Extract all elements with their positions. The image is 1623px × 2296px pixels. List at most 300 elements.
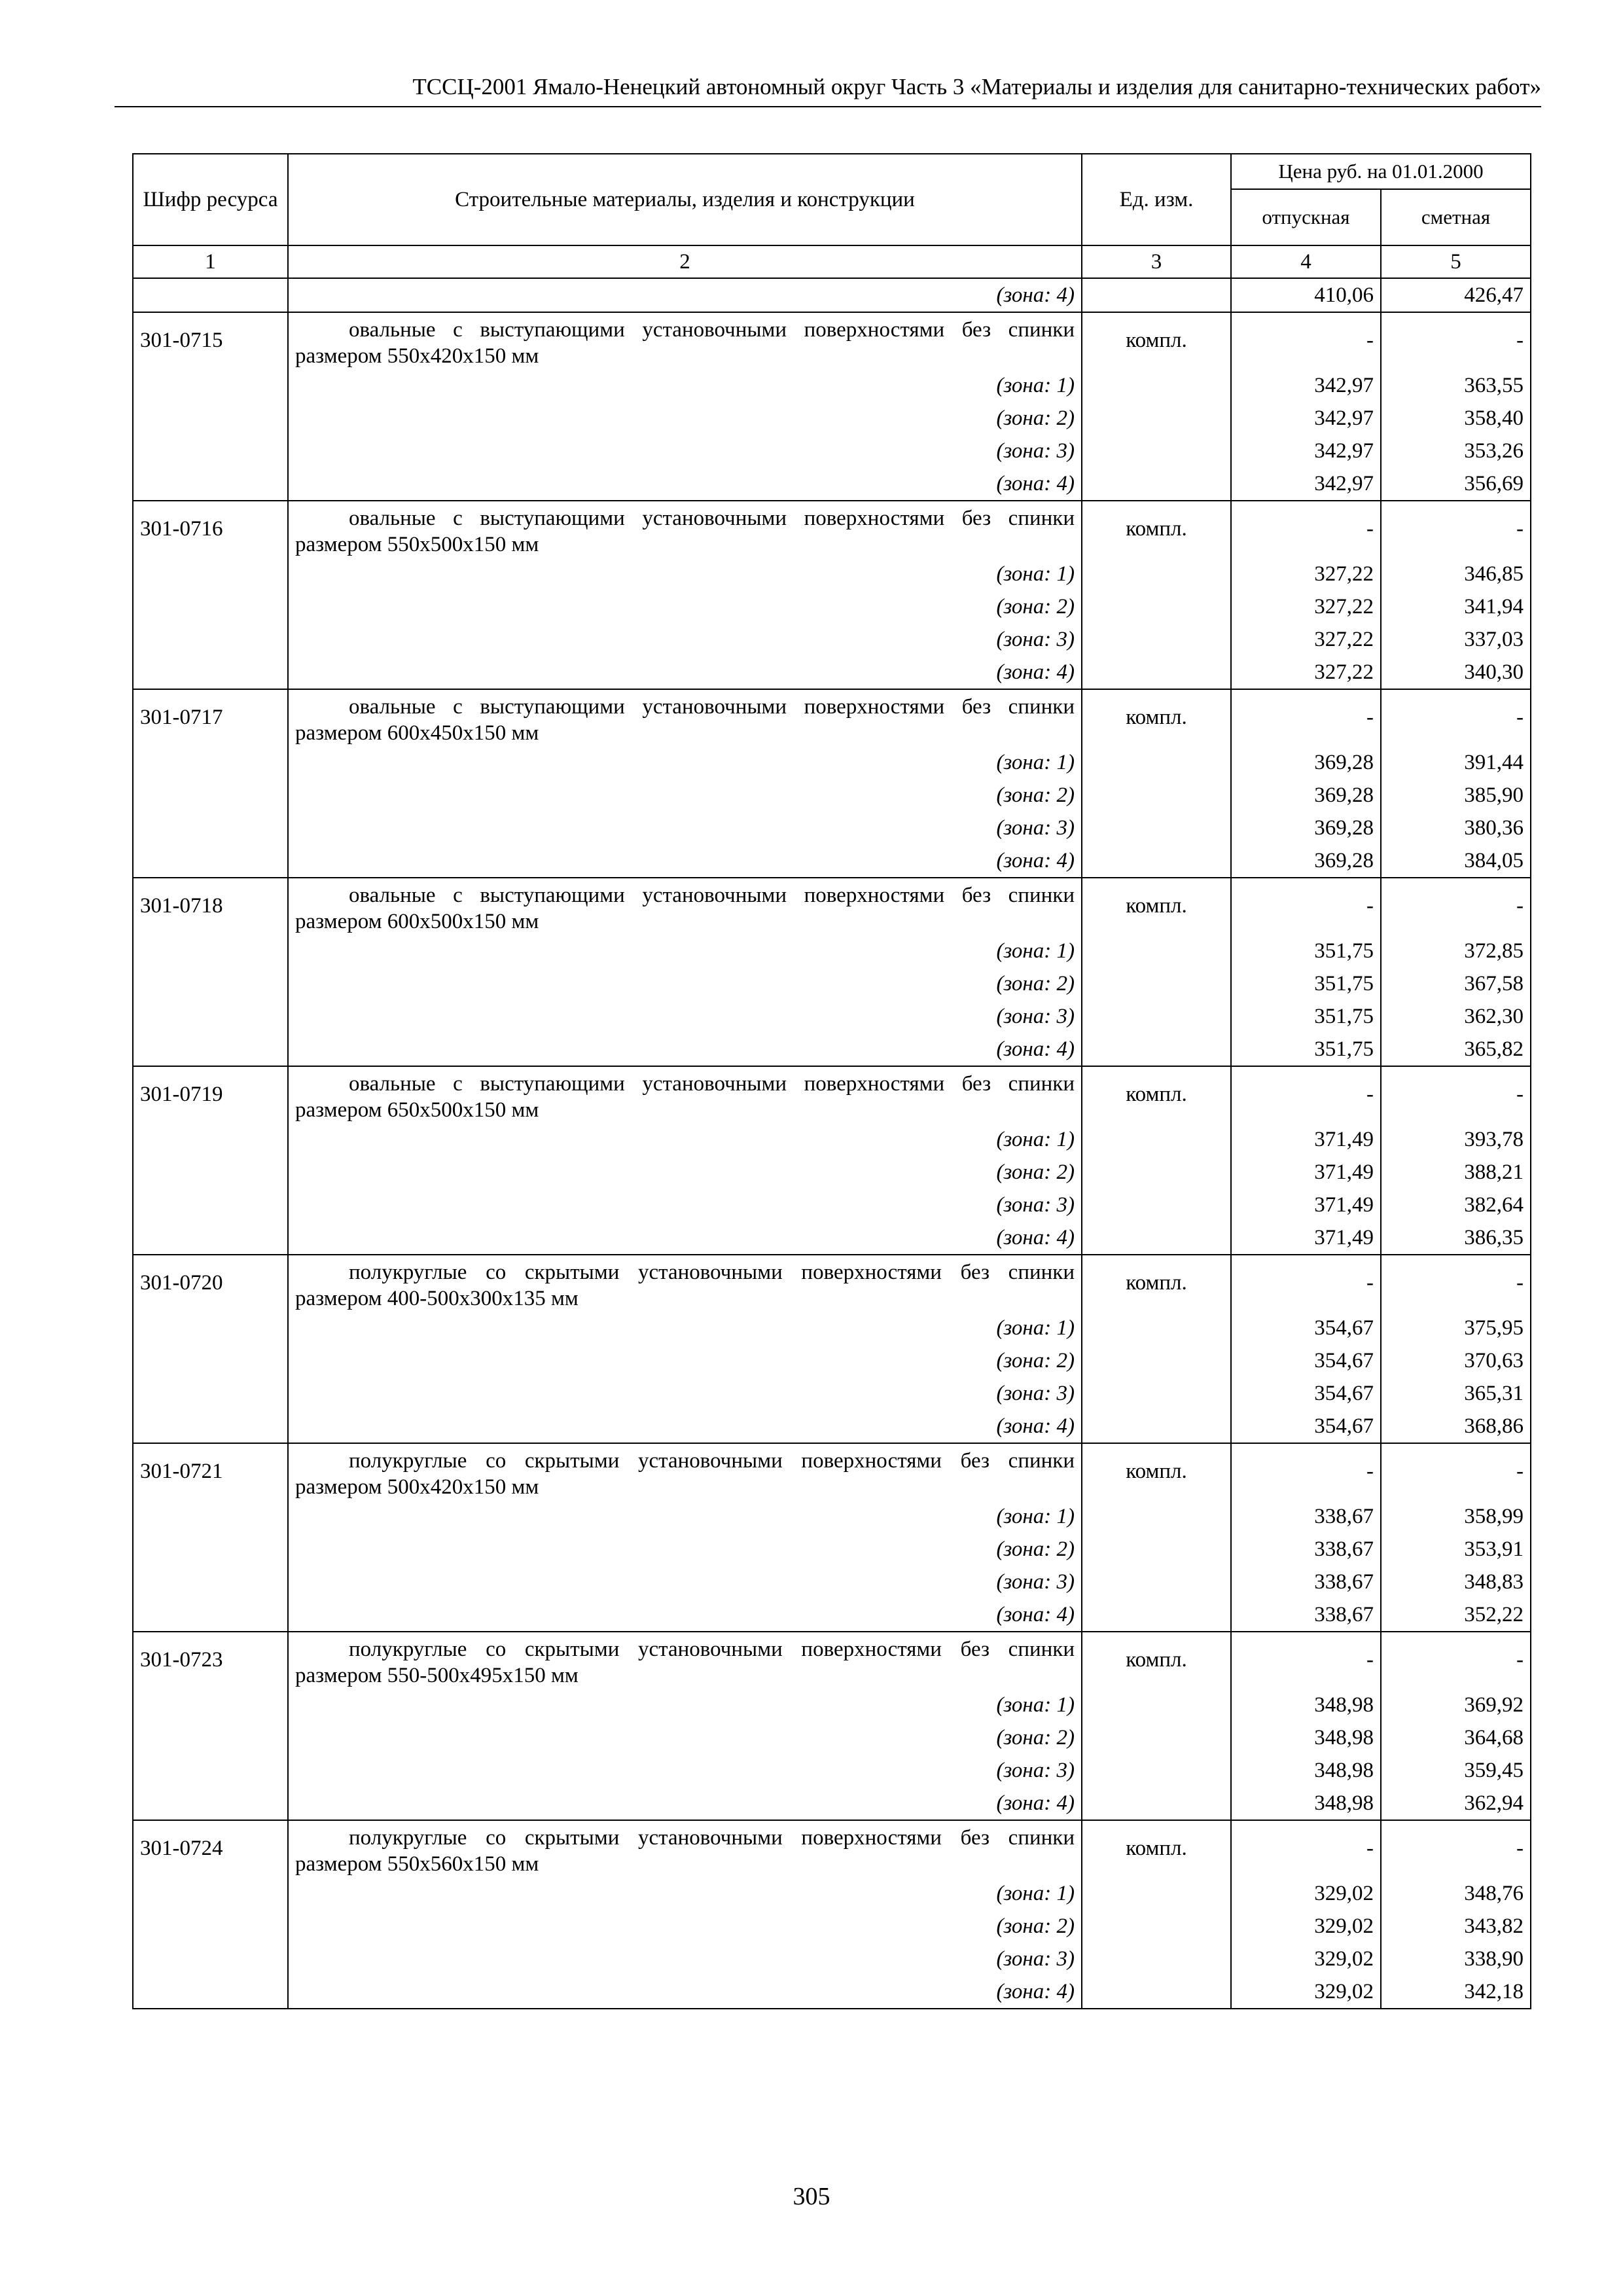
unit-cell [1082, 1123, 1231, 1156]
estimate-price: 353,26 [1381, 435, 1531, 467]
release-price: 329,02 [1231, 1943, 1381, 1975]
table-row [133, 1632, 1531, 1689]
release-price: 348,98 [1231, 1689, 1381, 1721]
table-row [133, 812, 1531, 844]
material-description [288, 1255, 1082, 1312]
unit-cell [1082, 1943, 1231, 1975]
code-cell [133, 1033, 288, 1066]
table-row [133, 312, 1531, 369]
col-header-desc: Строительные материалы, изделия и конструкции [288, 154, 1082, 245]
code-cell [133, 1221, 288, 1255]
estimate-price: 343,82 [1381, 1910, 1531, 1943]
estimate-price: - [1381, 1255, 1531, 1312]
unit-cell [1082, 1312, 1231, 1344]
zone-label: (зона: 1) [288, 935, 1082, 967]
release-price: 338,67 [1231, 1533, 1381, 1566]
zone-label: (зона: 4) [288, 1787, 1082, 1820]
resource-code: 301-0723 [133, 1632, 288, 1689]
estimate-price: 353,91 [1381, 1533, 1531, 1566]
table-row [133, 1189, 1531, 1221]
column-number: 1 [133, 245, 288, 278]
code-cell [133, 812, 288, 844]
table-row [133, 369, 1531, 402]
release-price: 369,28 [1231, 812, 1381, 844]
code-cell [133, 1344, 288, 1377]
unit-cell: компл. [1082, 1820, 1231, 1877]
table-row [133, 402, 1531, 435]
zone-label: (зона: 2) [288, 1156, 1082, 1189]
table-row [133, 1156, 1531, 1189]
unit-cell [1082, 623, 1231, 656]
table-row [133, 878, 1531, 935]
release-price: 371,49 [1231, 1221, 1381, 1255]
unit-cell [1082, 844, 1231, 878]
unit-cell [1082, 1189, 1231, 1221]
unit-cell: компл. [1082, 1255, 1231, 1312]
zone-label: (зона: 1) [288, 558, 1082, 590]
code-cell [133, 623, 288, 656]
estimate-price: - [1381, 1632, 1531, 1689]
material-description [288, 1443, 1082, 1500]
unit-cell [1082, 1598, 1231, 1632]
zone-label: (зона: 3) [288, 1566, 1082, 1598]
estimate-price: 341,94 [1381, 590, 1531, 623]
zone-label: (зона: 3) [288, 1189, 1082, 1221]
zone-label: (зона: 2) [288, 1910, 1082, 1943]
unit-cell [1082, 812, 1231, 844]
code-cell [133, 1975, 288, 2009]
resource-code: 301-0715 [133, 312, 288, 369]
resource-code: 301-0717 [133, 689, 288, 746]
release-price: - [1231, 1443, 1381, 1500]
release-price: - [1231, 1066, 1381, 1123]
estimate-price: 358,99 [1381, 1500, 1531, 1533]
zone-label: (зона: 4) [288, 1975, 1082, 2009]
unit-cell [1082, 1721, 1231, 1754]
zone-label: (зона: 3) [288, 1000, 1082, 1033]
code-cell [133, 1377, 288, 1410]
table-row [133, 689, 1531, 746]
description-text: овальные с выступающими установочными поверхностями без спинки размером 600х450х150 мм [295, 695, 1075, 745]
code-cell [133, 1123, 288, 1156]
resource-code: 301-0720 [133, 1255, 288, 1312]
description-text: полукруглые со скрытыми установочными поверхностями без спинки размером 400-500х300х135 мм [295, 1261, 1075, 1310]
zone-label: (зона: 4) [288, 467, 1082, 501]
table-row [133, 1689, 1531, 1721]
estimate-price: 362,94 [1381, 1787, 1531, 1820]
unit-cell [1082, 1410, 1231, 1443]
code-cell [133, 1000, 288, 1033]
code-cell [133, 967, 288, 1000]
zone-label: (зона: 4) [288, 656, 1082, 689]
estimate-price: - [1381, 689, 1531, 746]
unit-cell [1082, 558, 1231, 590]
description-text: полукруглые со скрытыми установочными поверхностями без спинки размером 550х560х150 мм [295, 1826, 1075, 1876]
code-cell [133, 935, 288, 967]
code-cell [133, 1533, 288, 1566]
code-cell [133, 558, 288, 590]
estimate-price: 367,58 [1381, 967, 1531, 1000]
unit-cell [1082, 1344, 1231, 1377]
zone-label: (зона: 2) [288, 590, 1082, 623]
estimate-price: 393,78 [1381, 1123, 1531, 1156]
resource-code: 301-0719 [133, 1066, 288, 1123]
estimate-price: 356,69 [1381, 467, 1531, 501]
unit-cell [1082, 1689, 1231, 1721]
estimate-price: 375,95 [1381, 1312, 1531, 1344]
estimate-price: 384,05 [1381, 844, 1531, 878]
code-cell [133, 590, 288, 623]
material-description [288, 878, 1082, 935]
zone-label: (зона: 1) [288, 1312, 1082, 1344]
table-row [133, 967, 1531, 1000]
release-price: - [1231, 501, 1381, 558]
estimate-price: 340,30 [1381, 656, 1531, 689]
estimate-price: 385,90 [1381, 779, 1531, 812]
release-price: 329,02 [1231, 1910, 1381, 1943]
estimate-price: 391,44 [1381, 746, 1531, 779]
estimate-price: 362,30 [1381, 1000, 1531, 1033]
release-price: 369,28 [1231, 746, 1381, 779]
release-price: 327,22 [1231, 558, 1381, 590]
unit-cell [1082, 779, 1231, 812]
price-table [132, 153, 1531, 2009]
release-price: 348,98 [1231, 1754, 1381, 1787]
estimate-price: - [1381, 501, 1531, 558]
estimate-price: 372,85 [1381, 935, 1531, 967]
unit-cell [1082, 1533, 1231, 1566]
column-numbers-row [133, 245, 1531, 278]
release-price: 371,49 [1231, 1156, 1381, 1189]
zone-label: (зона: 4) [288, 1598, 1082, 1632]
estimate-price: 363,55 [1381, 369, 1531, 402]
unit-cell: компл. [1082, 1066, 1231, 1123]
page-header: ТССЦ-2001 Ямало-Ненецкий автономный округ Часть 3 «Материалы и изделия для санитарно-технических работ» [115, 73, 1541, 107]
release-price: 354,67 [1231, 1377, 1381, 1410]
estimate-price: 337,03 [1381, 623, 1531, 656]
material-description [288, 1066, 1082, 1123]
zone-label: (зона: 1) [288, 1689, 1082, 1721]
col-header-code: Шифр ресурса [133, 154, 288, 245]
release-price: 351,75 [1231, 967, 1381, 1000]
table-row [133, 1221, 1531, 1255]
release-price: 327,22 [1231, 656, 1381, 689]
zone-label: (зона: 3) [288, 1943, 1082, 1975]
estimate-price: 348,83 [1381, 1566, 1531, 1598]
unit-cell: компл. [1082, 1443, 1231, 1500]
code-cell [133, 1721, 288, 1754]
unit-cell [1082, 1377, 1231, 1410]
estimate-price: - [1381, 312, 1531, 369]
estimate-price: - [1381, 1443, 1531, 1500]
estimate-price: 346,85 [1381, 558, 1531, 590]
code-cell [133, 1754, 288, 1787]
table-row [133, 1754, 1531, 1787]
code-cell [133, 435, 288, 467]
material-description [288, 689, 1082, 746]
zone-label: (зона: 2) [288, 402, 1082, 435]
release-price: 327,22 [1231, 623, 1381, 656]
release-price: - [1231, 689, 1381, 746]
table-row [133, 623, 1531, 656]
table-row [133, 1820, 1531, 1877]
table-row [133, 590, 1531, 623]
code-cell [133, 1566, 288, 1598]
unit-cell [1082, 1754, 1231, 1787]
material-description [288, 1820, 1082, 1877]
release-price: 327,22 [1231, 590, 1381, 623]
estimate-price: 364,68 [1381, 1721, 1531, 1754]
release-price: 342,97 [1231, 402, 1381, 435]
release-price: 342,97 [1231, 467, 1381, 501]
table-row [133, 1377, 1531, 1410]
zone-label: (зона: 4) [288, 1221, 1082, 1255]
table-row [133, 1943, 1531, 1975]
code-cell [133, 369, 288, 402]
table-row [133, 1975, 1531, 2009]
table-header [133, 154, 1531, 245]
zone-label: (зона: 3) [288, 623, 1082, 656]
unit-cell [1082, 1566, 1231, 1598]
release-price: 371,49 [1231, 1123, 1381, 1156]
unit-cell [1082, 656, 1231, 689]
table-row [133, 844, 1531, 878]
release-price: - [1231, 1820, 1381, 1877]
zone-label: (зона: 1) [288, 746, 1082, 779]
table-row [133, 746, 1531, 779]
zone-label: (зона: 1) [288, 1500, 1082, 1533]
estimate-price: 358,40 [1381, 402, 1531, 435]
zone-label: (зона: 3) [288, 1754, 1082, 1787]
release-price: - [1231, 1632, 1381, 1689]
unit-cell [1082, 1787, 1231, 1820]
release-price: 329,02 [1231, 1877, 1381, 1910]
column-number: 3 [1082, 245, 1231, 278]
estimate-price: 348,76 [1381, 1877, 1531, 1910]
table-row [133, 1566, 1531, 1598]
estimate-price: 338,90 [1381, 1943, 1531, 1975]
release-price: 348,98 [1231, 1787, 1381, 1820]
estimate-price: 386,35 [1381, 1221, 1531, 1255]
column-number: 2 [288, 245, 1082, 278]
zone-label: (зона: 2) [288, 1721, 1082, 1754]
code-cell [133, 1877, 288, 1910]
estimate-price: 380,36 [1381, 812, 1531, 844]
material-description [288, 501, 1082, 558]
unit-cell [1082, 467, 1231, 501]
release-price: 354,67 [1231, 1410, 1381, 1443]
code-cell [133, 1156, 288, 1189]
table-row [133, 1344, 1531, 1377]
material-description [288, 312, 1082, 369]
estimate-price: - [1381, 1066, 1531, 1123]
resource-code: 301-0718 [133, 878, 288, 935]
table-row [133, 501, 1531, 558]
code-cell [133, 1689, 288, 1721]
table-row [133, 1877, 1531, 1910]
table-row [133, 1443, 1531, 1500]
code-cell [133, 1410, 288, 1443]
resource-code: 301-0721 [133, 1443, 288, 1500]
zone-label: (зона: 4) [288, 1033, 1082, 1066]
description-text: овальные с выступающими установочными поверхностями без спинки размером 650х500х150 мм [295, 1072, 1075, 1122]
release-price: - [1231, 312, 1381, 369]
estimate-price: - [1381, 878, 1531, 935]
code-cell [133, 1943, 288, 1975]
zone-label: (зона: 3) [288, 812, 1082, 844]
estimate-price: 369,92 [1381, 1689, 1531, 1721]
release-price: 354,67 [1231, 1312, 1381, 1344]
release-price: 342,97 [1231, 435, 1381, 467]
release-price: 371,49 [1231, 1189, 1381, 1221]
zone-label: (зона: 4) [288, 1410, 1082, 1443]
estimate-price: 388,21 [1381, 1156, 1531, 1189]
release-price: 351,75 [1231, 935, 1381, 967]
table-row [133, 1598, 1531, 1632]
unit-cell [1082, 278, 1231, 312]
release-price: - [1231, 878, 1381, 935]
release-price: 329,02 [1231, 1975, 1381, 2009]
code-cell [133, 1312, 288, 1344]
release-price: 410,06 [1231, 278, 1381, 312]
column-number: 4 [1231, 245, 1381, 278]
table-row [133, 1033, 1531, 1066]
zone-label: (зона: 2) [288, 1533, 1082, 1566]
table-row [133, 558, 1531, 590]
table-row [133, 1123, 1531, 1156]
estimate-price: 370,63 [1381, 1344, 1531, 1377]
table-row [133, 1066, 1531, 1123]
unit-cell [1082, 746, 1231, 779]
description-text: овальные с выступающими установочными поверхностями без спинки размером 600х500х150 мм [295, 884, 1075, 933]
zone-label: (зона: 1) [288, 369, 1082, 402]
resource-code: 301-0716 [133, 501, 288, 558]
unit-cell [1082, 369, 1231, 402]
zone-label: (зона: 2) [288, 1344, 1082, 1377]
unit-cell [1082, 402, 1231, 435]
unit-cell [1082, 935, 1231, 967]
unit-cell [1082, 1221, 1231, 1255]
estimate-price: 359,45 [1381, 1754, 1531, 1787]
table-row [133, 467, 1531, 501]
release-price: 351,75 [1231, 1033, 1381, 1066]
table-row [133, 1312, 1531, 1344]
table-row [133, 1410, 1531, 1443]
release-price: - [1231, 1255, 1381, 1312]
resource-code: 301-0724 [133, 1820, 288, 1877]
release-price: 369,28 [1231, 779, 1381, 812]
col-header-price: Цена руб. на 01.01.2000 [1231, 154, 1531, 189]
col-header-unit: Ед. изм. [1082, 154, 1231, 245]
zone-label: (зона: 1) [288, 1123, 1082, 1156]
code-cell [133, 746, 288, 779]
unit-cell: компл. [1082, 501, 1231, 558]
table-row [133, 1000, 1531, 1033]
unit-cell [1082, 1910, 1231, 1943]
code-cell [133, 844, 288, 878]
table-row [133, 1787, 1531, 1820]
estimate-price: 426,47 [1381, 278, 1531, 312]
table-row [133, 1533, 1531, 1566]
code-cell [133, 467, 288, 501]
zone-label: (зона: 3) [288, 1377, 1082, 1410]
table-row [133, 1255, 1531, 1312]
page-number: 305 [793, 2183, 830, 2210]
release-price: 342,97 [1231, 369, 1381, 402]
unit-cell: компл. [1082, 689, 1231, 746]
unit-cell [1082, 1000, 1231, 1033]
release-price: 338,67 [1231, 1566, 1381, 1598]
code-cell [133, 1910, 288, 1943]
code-cell [133, 779, 288, 812]
release-price: 369,28 [1231, 844, 1381, 878]
unit-cell [1082, 1033, 1231, 1066]
table-row [133, 656, 1531, 689]
estimate-price: 365,82 [1381, 1033, 1531, 1066]
estimate-price: 368,86 [1381, 1410, 1531, 1443]
unit-cell [1082, 967, 1231, 1000]
unit-cell [1082, 1156, 1231, 1189]
unit-cell: компл. [1082, 1632, 1231, 1689]
code-cell [133, 656, 288, 689]
unit-cell [1082, 1877, 1231, 1910]
col-header-estimate: сметная [1381, 189, 1531, 245]
zone-label: (зона: 4) [288, 844, 1082, 878]
code-cell [133, 402, 288, 435]
description-text: полукруглые со скрытыми установочными поверхностями без спинки размером 550-500х495х150 мм [295, 1638, 1075, 1687]
estimate-price: 352,22 [1381, 1598, 1531, 1632]
zone-label: (зона: 4) [288, 278, 1082, 312]
table-row [133, 278, 1531, 312]
table-row [133, 1500, 1531, 1533]
unit-cell: компл. [1082, 312, 1231, 369]
description-text: овальные с выступающими установочными поверхностями без спинки размером 550х500х150 мм [295, 507, 1075, 556]
table-body [133, 245, 1531, 2009]
code-cell [133, 1598, 288, 1632]
description-text: овальные с выступающими установочными поверхностями без спинки размером 550х420х150 мм [295, 318, 1075, 368]
unit-cell: компл. [1082, 878, 1231, 935]
column-number: 5 [1381, 245, 1531, 278]
zone-label: (зона: 2) [288, 967, 1082, 1000]
estimate-price: 365,31 [1381, 1377, 1531, 1410]
unit-cell [1082, 590, 1231, 623]
zone-label: (зона: 2) [288, 779, 1082, 812]
release-price: 348,98 [1231, 1721, 1381, 1754]
zone-label: (зона: 3) [288, 435, 1082, 467]
unit-cell [1082, 1500, 1231, 1533]
zone-label: (зона: 1) [288, 1877, 1082, 1910]
table-row [133, 779, 1531, 812]
table-row [133, 935, 1531, 967]
table-row [133, 435, 1531, 467]
estimate-price: 342,18 [1381, 1975, 1531, 2009]
code-cell [133, 1189, 288, 1221]
estimate-price: - [1381, 1820, 1531, 1877]
unit-cell [1082, 1975, 1231, 2009]
release-price: 338,67 [1231, 1500, 1381, 1533]
code-cell [133, 1500, 288, 1533]
col-header-release: отпускная [1231, 189, 1381, 245]
description-text: полукруглые со скрытыми установочными поверхностями без спинки размером 500х420х150 мм [295, 1449, 1075, 1499]
estimate-price: 382,64 [1381, 1189, 1531, 1221]
material-description [288, 1632, 1082, 1689]
code-cell [133, 278, 288, 312]
release-price: 354,67 [1231, 1344, 1381, 1377]
code-cell [133, 1787, 288, 1820]
table-row [133, 1721, 1531, 1754]
release-price: 351,75 [1231, 1000, 1381, 1033]
unit-cell [1082, 435, 1231, 467]
